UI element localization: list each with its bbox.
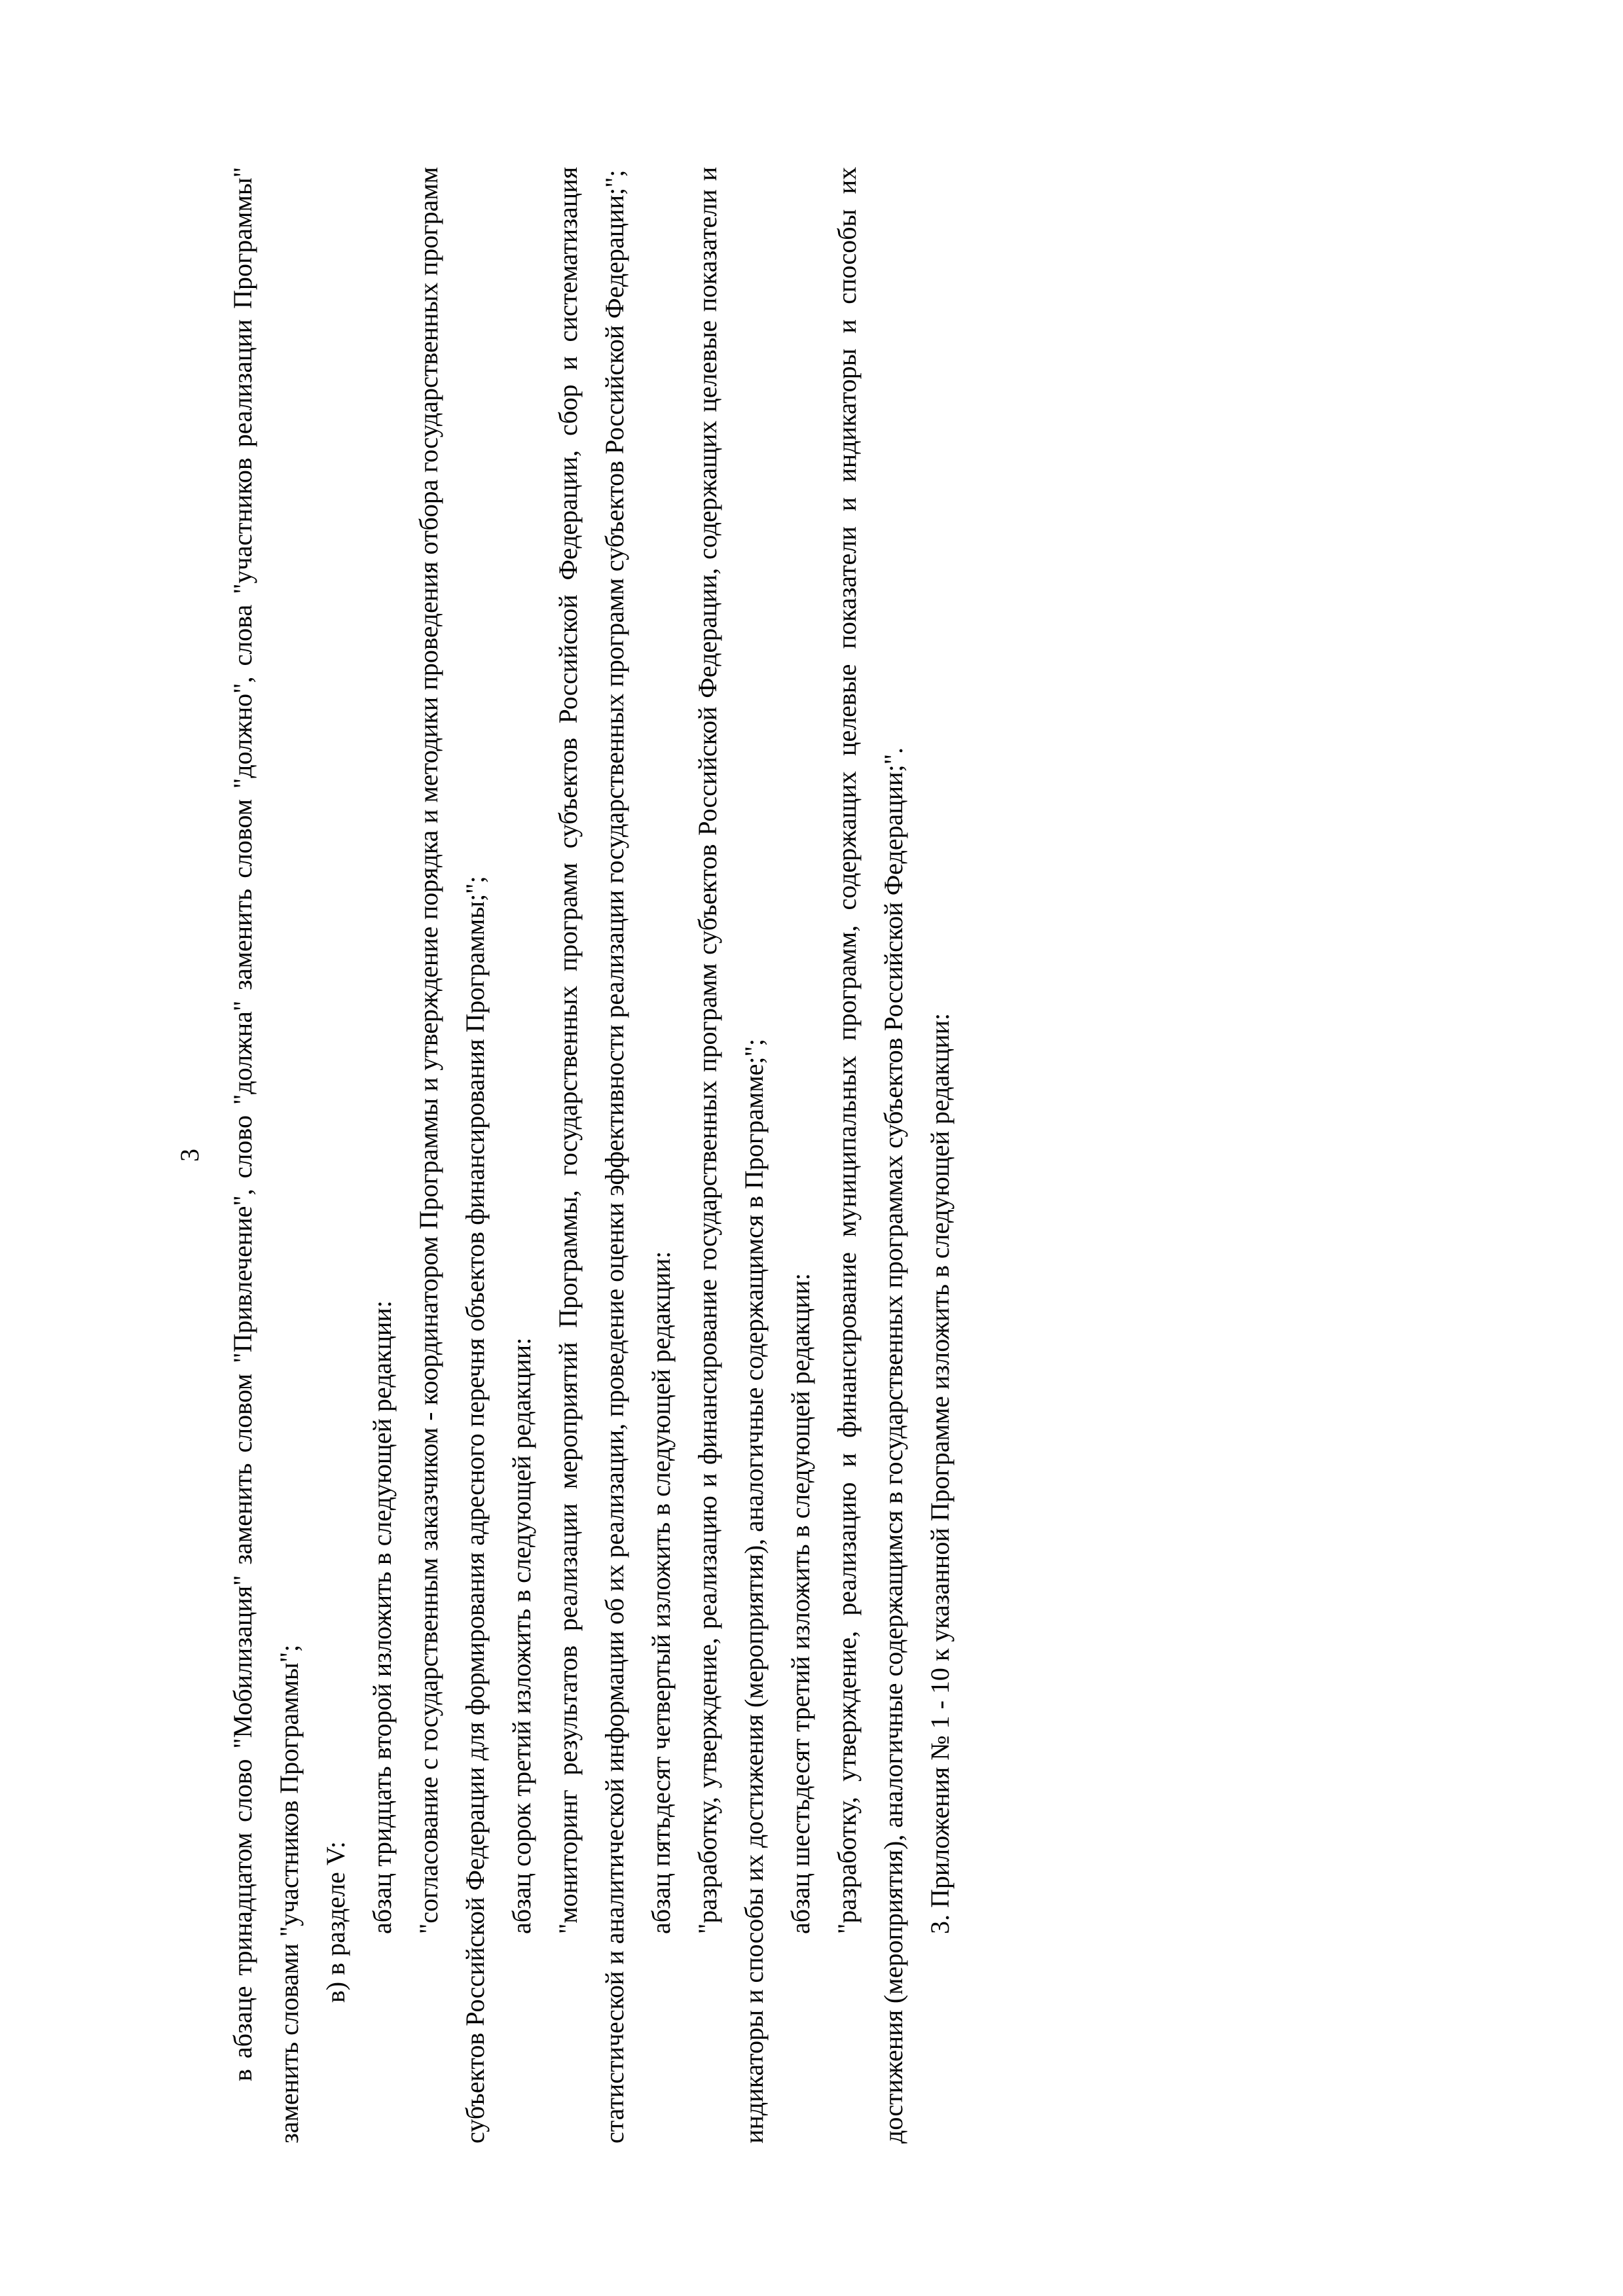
paragraph-abzac-63-text: "разработку, утверждение, реализацию и финансирование муниципальных программ, содержащих целевые показатели и индикаторы и способы их достижения (мероприятия), аналогичные содержащимся в государственных программах субъектов Российской Федерации;".: [832, 167, 908, 2144]
paragraph-abzac-43-text: "мониторинг результатов реализации мероприятий Программы, государственных программ субъектов Российской Федерации, сбор и систематизация статистической и аналитической информации об их реализации, проведение оценки эффективности реализации государственных программ субъектов Российской Федерации;";: [553, 167, 629, 2144]
paragraph-abzac-43-intro: абзац сорок третий изложить в следующей редакции:: [507, 1337, 536, 1934]
rotated-content: [173, 167, 1391, 2144]
paragraph-abzac-32-intro: абзац тридцать второй изложить в следующей редакции:: [367, 1300, 397, 1934]
paragraph-section-v: в) в разделе V:: [321, 1841, 350, 2003]
paragraph-abzac-63-intro: абзац шестьдесят третий изложить в следующей редакции:: [786, 1273, 815, 1934]
paragraph-appendices: 3. Приложения № 1 - 10 к указанной Программе изложить в следующей редакции:: [925, 1013, 955, 1934]
paragraph-abzac-32-text: "согласование с государственным заказчиком - координатором Программы и утверждение порядка и методики проведения отбора государственных программ субъектов Российской Федерации для формирования адресного перечня объектов финансирования Программы;";: [414, 167, 490, 2144]
document-body: [219, 167, 963, 2144]
paragraph-abzac-54-text: "разработку, утверждение, реализацию и финансирование государственных программ субъектов Российской Федерации, содержащих целевые показатели и индикаторы и способы их достижения (мероприятия), аналогичные содержащимся в Программе;";: [693, 167, 769, 2144]
page-number: 3: [175, 1149, 204, 1162]
paragraph-abzac-54-intro: абзац пятьдесят четвертый изложить в следующей редакции:: [646, 1251, 676, 1934]
paragraph-abzac-13: в абзаце тринадцатом слово "Мобилизация" заменить словом "Привлечение", слово "должна" заменить словом "должно", слова "участников реализации Программы" заменить словами "участников Программы";: [228, 167, 304, 2144]
